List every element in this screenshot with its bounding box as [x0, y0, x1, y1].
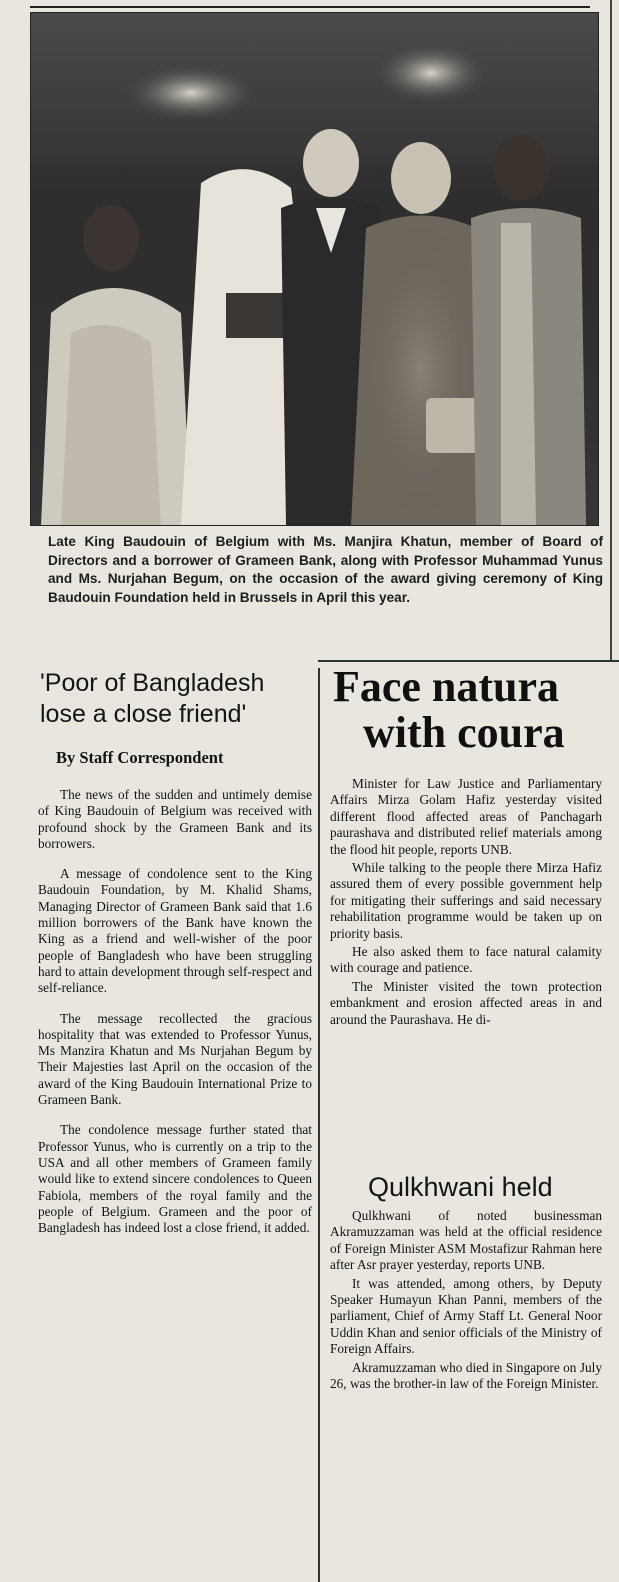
article-paragraph: It was attended, among others, by Deputy Speaker Humayun Khan Panni, members of the parliament, Chief of Army Staff Lt. General Noor Uddin Khan and senior officials of the Ministry of Foreign Affairs. [330, 1275, 602, 1357]
column-divider-vertical [318, 668, 320, 1582]
article-paragraph: The Minister visited the town protection embankment and erosion affected areas in and around the Paurashava. He di- [330, 978, 602, 1027]
article-paragraph: Minister for Law Justice and Parliamentary Affairs Mirza Golam Hafiz yesterday visited different flood affected areas of Panchagarh paurashava and distributed relief materials among the flood hit people, reports UNB. [330, 776, 602, 857]
column-rule-right-edge [610, 0, 612, 660]
headline-line: lose a close friend' [40, 700, 247, 728]
third-article-headline: Qulkhwani held [368, 1172, 553, 1202]
left-article-headline [40, 668, 310, 730]
article-paragraph: The news of the sudden and untimely demise of King Baudouin of Belgium was received with profound shock by the Grameen Bank and its borrowers. [38, 787, 312, 851]
article-paragraph: The message recollected the gracious hospitality that was extended to Professor Yunus, Ms Manzira Khatun and Ms Nurjahan Begum by Their Majesties last April on the occasion of the award of the King Baudouin International Prize to Grameen Bank. [38, 1010, 312, 1108]
byline: By Staff Correspondent [56, 748, 224, 767]
third-article-body [330, 1208, 602, 1394]
right-article-body [330, 776, 602, 1030]
column-divider-horizontal [318, 660, 619, 662]
headline-line: 'Poor of Bangladesh [40, 669, 265, 697]
article-paragraph: Akramuzzaman who died in Singapore on July 26, was the brother-in law of the Foreign Minister. [330, 1359, 602, 1392]
article-paragraph: He also asked them to face natural calamity with courage and patience. [330, 944, 602, 976]
headline-line: Face natura [333, 664, 560, 711]
article-paragraph: The condolence message further stated that Professor Yunus, who is currently on a trip to the USA and all other members of Grameen family would like to extend sincere condolences to Queen Fabiola, members of the royal family and the people of Belgium. Grameen and the poor of Bangladesh has indeed lost a close friend, it added. [38, 1122, 312, 1236]
left-article-body [38, 787, 312, 1250]
article-paragraph: While talking to the people there Mirza Hafiz assured them of every possible government help for mitigating their sufferings and said necessary rehabilitation programme would be taken up on priority basis. [330, 860, 602, 941]
photo-caption: Late King Baudouin of Belgium with Ms. Manjira Khatun, member of Board of Directors and a borrower of Grameen Bank, along with Professor Muhammad Yunus and Ms. Nurjahan Begum, on the occasion of the award giving ceremony of King Baudouin Foundation held in Brussels in April this year. [48, 534, 603, 605]
news-photograph [30, 12, 599, 526]
right-article-headline [333, 664, 619, 756]
article-paragraph: Qulkhwani of noted businessman Akramuzzaman was held at the official residence of Foreign Minister ASM Mostafizur Rahman here after Asr prayer yesterday, reports UNB. [330, 1208, 602, 1273]
photo-group-icon [31, 13, 598, 525]
top-rule [30, 0, 590, 8]
article-paragraph: A message of condolence sent to the King Baudouin Foundation, by M. Khalid Shams, Managing Director of Grameen Bank said that 1.6 million borrowers of the Bank have known the King as a friend and well-wisher of the poor people of Bangladesh who have been struggling hard to attain development through self-respect and self-reliance. [38, 866, 312, 996]
headline-line: with coura [363, 708, 565, 756]
